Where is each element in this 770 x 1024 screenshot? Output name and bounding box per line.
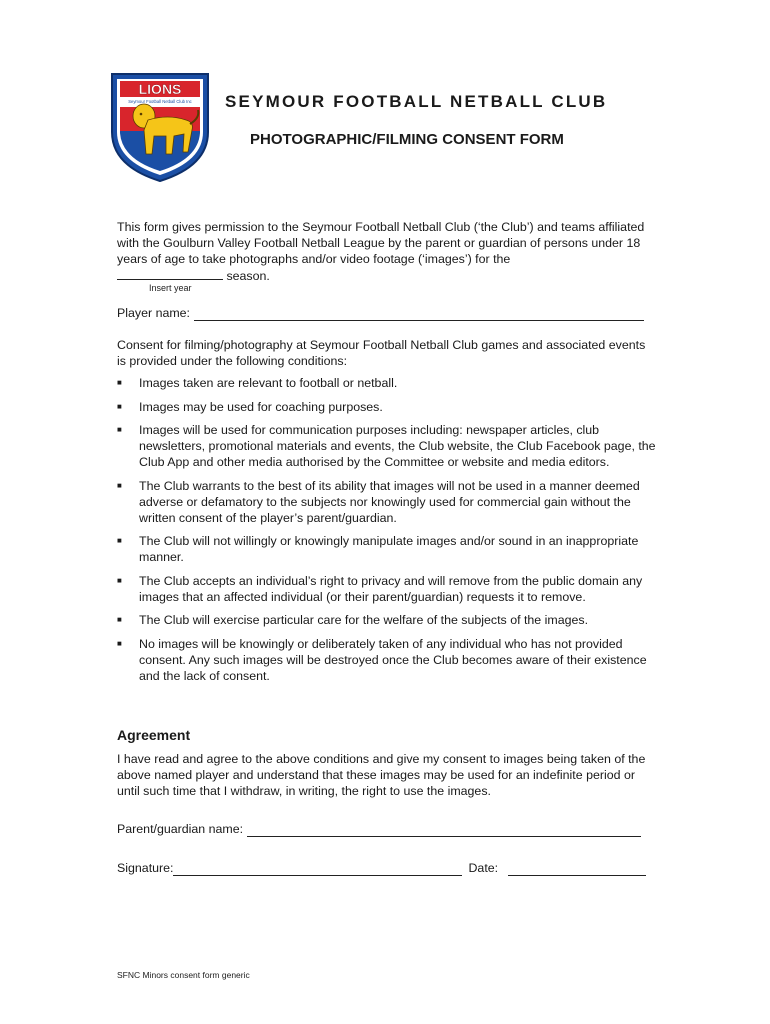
- bullet-icon: ■: [117, 638, 122, 648]
- signature-row: [117, 860, 646, 876]
- insert-year-hint: Insert year: [149, 283, 192, 293]
- player-name-row: [117, 305, 644, 321]
- bullet-icon: ■: [117, 536, 122, 545]
- guardian-name-row: [117, 821, 641, 837]
- list-item: ■ The Club accepts an individual’s right to privacy and will remove from the public domain any images that an affected individual (or their parent/guardian) requests it to remove.: [117, 573, 643, 604]
- conditions-intro: Consent for filming/photography at Seymour Football Netball Club games and associated events is provided under the following conditions:: [117, 338, 646, 368]
- guardian-name-input[interactable]: [247, 823, 641, 837]
- season-year-input[interactable]: [117, 267, 223, 280]
- logo-brand-text: LIONS: [138, 81, 182, 97]
- bullet-icon: ■: [117, 575, 122, 585]
- conditions-list: [117, 375, 657, 691]
- bullet-icon: ■: [117, 401, 122, 411]
- list-item: ■ Images may be used for coaching purposes.: [117, 399, 383, 414]
- list-item: ■ The Club warrants to the best of its ability that images will not be used in a manner deemed adverse or defamatory to the subjects nor knowingly used for commercial gain without the written consent of the player’s parent/guardian.: [117, 478, 640, 525]
- season-line: [117, 267, 270, 284]
- date-label: Date:: [468, 861, 499, 875]
- date-input[interactable]: [508, 862, 646, 876]
- player-name-label: Player name:: [117, 306, 191, 320]
- agreement-paragraph: I have read and agree to the above conditions and give my consent to images being taken of the above named player and understand that these images may be used for an indefinite period or until such time that I withdraw, in writing, the right to use the images.: [117, 752, 646, 798]
- list-item: ■ The Club will not willingly or knowingly manipulate images and/or sound in an inappropriate manner.: [117, 534, 639, 564]
- bullet-icon: ■: [117, 480, 122, 490]
- list-item: ■ The Club will exercise particular care for the welfare of the subjects of the images.: [117, 613, 589, 627]
- bullet-icon: ■: [117, 615, 122, 624]
- logo-sub-text: Seymour Football Netball Club Inc: [128, 99, 192, 104]
- guardian-name-label: Parent/guardian name:: [117, 822, 244, 836]
- bullet-icon: ■: [117, 378, 122, 387]
- intro-paragraph: This form gives permission to the Seymour Football Netball Club (‘the Club’) and teams affiliated with the Goulburn Valley Football Netball League by the parent or guardian of persons under 18 years of age to take photographs and/or video footage (‘images’) for the: [117, 220, 645, 266]
- list-item: ■ No images will be knowingly or deliberately taken of any individual who has not provided consent. Any such images will be destroyed once the Club becomes aware of their existence and the lack of consent.: [117, 636, 647, 683]
- agreement-heading: Agreement: [117, 727, 191, 743]
- signature-label: Signature:: [117, 861, 174, 875]
- form-title: PHOTOGRAPHIC/FILMING CONSENT FORM: [250, 131, 564, 148]
- bullet-icon: ■: [117, 425, 122, 434]
- footer-text: SFNC Minors consent form generic: [117, 970, 250, 980]
- season-suffix: season.: [226, 269, 270, 283]
- club-logo-lion-shield-icon: [108, 70, 212, 184]
- signature-input[interactable]: [173, 862, 462, 876]
- club-name-heading: SEYMOUR FOOTBALL NETBALL CLUB: [225, 92, 608, 111]
- player-name-input[interactable]: [194, 307, 644, 321]
- list-item: ■ Images taken are relevant to football or netball.: [117, 376, 398, 390]
- list-item: ■ Images will be used for communication purposes including: newspaper articles, club newsletters, promotional materials and events, the Club website, the Club Facebook page, the Club App and other media authorised by the Committee or website and media editors.: [117, 423, 656, 469]
